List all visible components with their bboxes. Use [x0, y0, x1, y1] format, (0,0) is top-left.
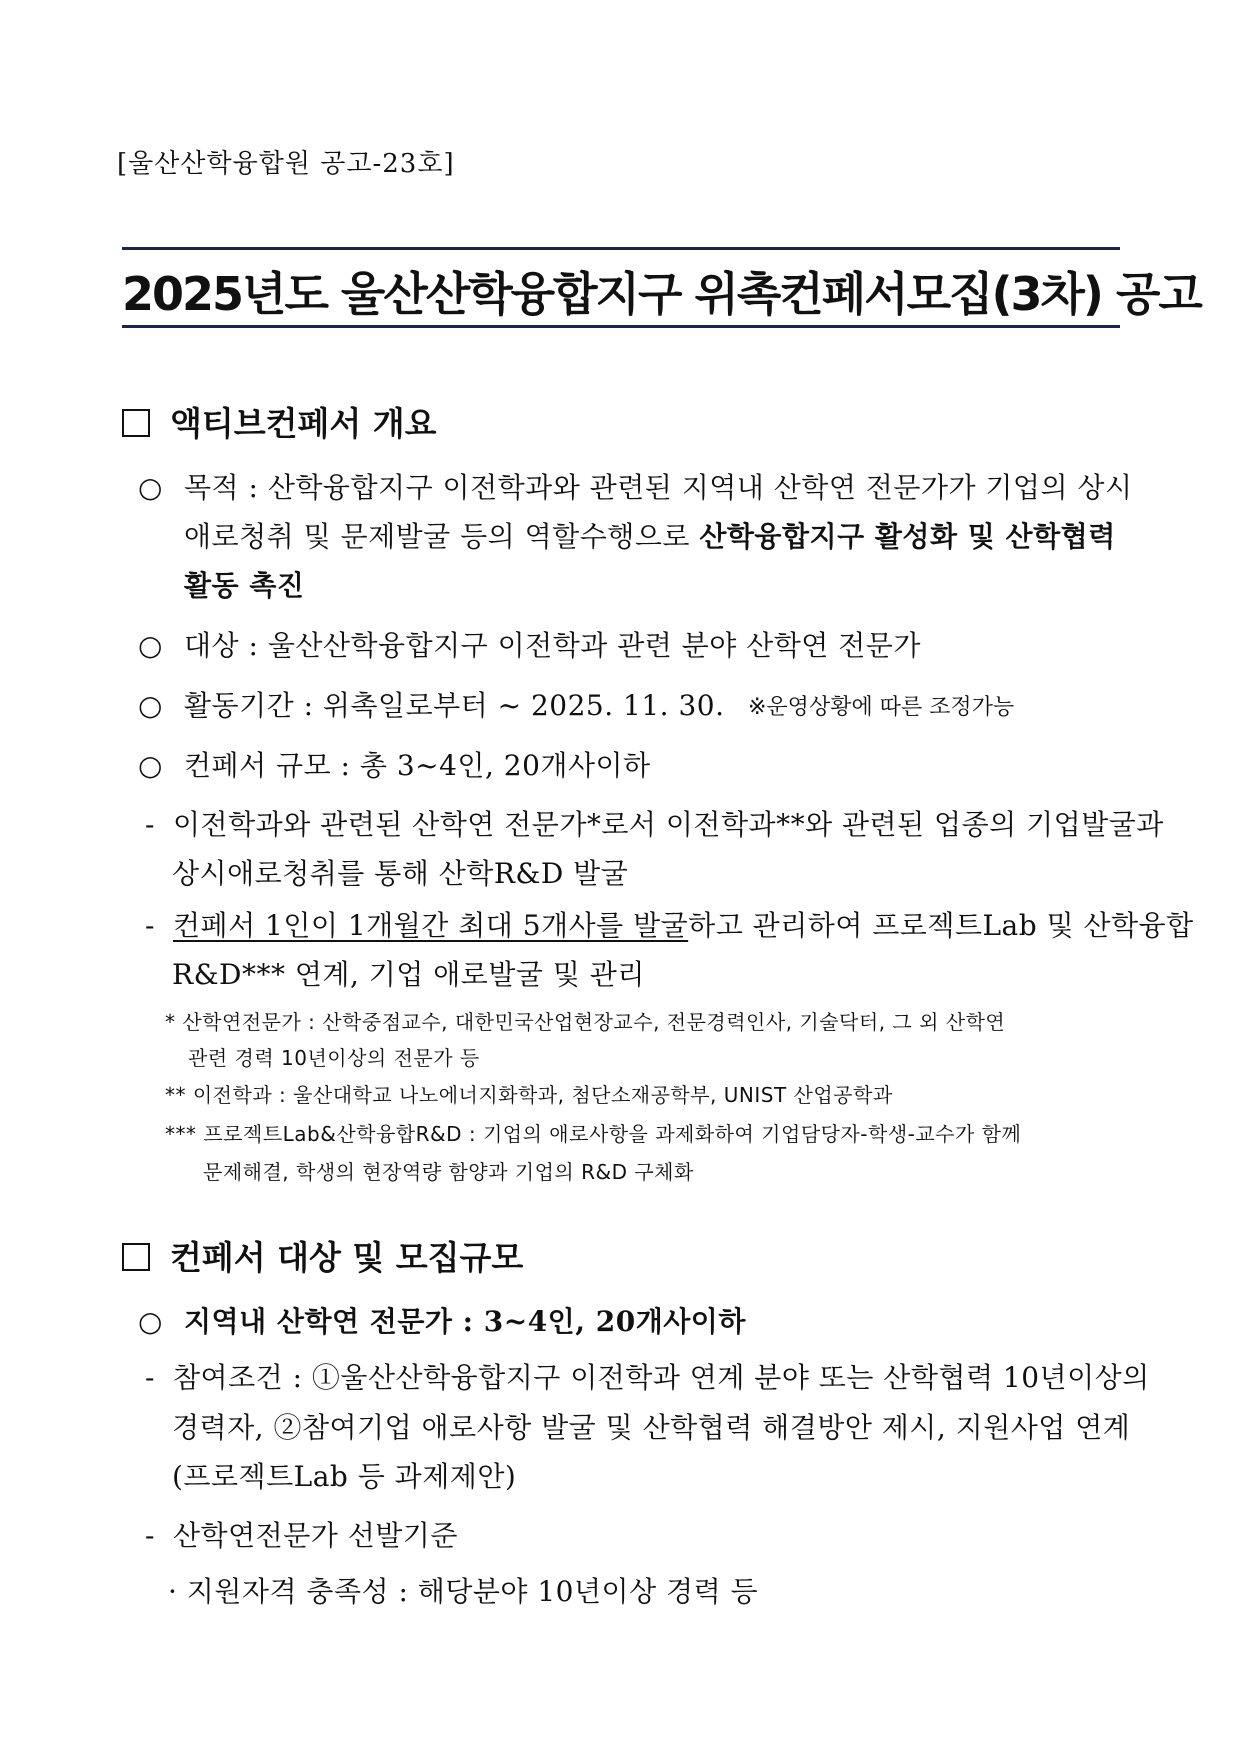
- condition-line-3: (프로젝트Lab 등 과제제안): [172, 1460, 517, 1493]
- section-heading-recruitment: [122, 1232, 523, 1279]
- dash-item-1-line-1: [145, 803, 1164, 843]
- period-note: ※운영상황에 따른 조정가능: [748, 695, 1015, 720]
- purpose-line-2: [184, 515, 1116, 555]
- purpose-line-1: [138, 466, 1133, 506]
- target-line: [138, 624, 921, 664]
- dash-item-2-line-2: R&D*** 연계, 기업 애로발굴 및 관리: [172, 958, 645, 991]
- checkbox-square-icon: [122, 1243, 150, 1271]
- dash-item-2-line-1: [145, 904, 1194, 944]
- footnote-3-line-2: 문제해결, 학생의 현장역량 함양과 기업의 R&D 구체화: [203, 1160, 694, 1184]
- scale-line: [138, 744, 651, 784]
- notice-number: [울산산학융합원 공고-23호]: [117, 149, 455, 179]
- purpose-text-emphasis: 산학융합지구 활성화 및 산학협력: [699, 520, 1116, 553]
- section-heading-text: 액티브컨페서 개요: [170, 404, 437, 443]
- document-title: 2025년도 울산산학융합지구 위촉컨페서모집(3차) 공고: [122, 267, 1201, 321]
- dash-bullet: -: [145, 808, 155, 841]
- dash-item-1-line-2: 상시애로청취를 통해 산학R&D 발굴: [172, 857, 629, 890]
- section-heading-overview: [122, 398, 437, 445]
- dash-bullet: -: [145, 1361, 155, 1394]
- purpose-line-3: 활동 촉진: [184, 569, 305, 602]
- circle-bullet-icon: ○: [138, 1305, 163, 1338]
- period-text: 활동기간 : 위촉일로부터 ~ 2025. 11. 30.: [184, 689, 725, 722]
- condition-line-1: [145, 1356, 1150, 1396]
- condition-text: 참여조건 : ①울산산학융합지구 이전학과 연계 분야 또는 산학협력 10년이상의: [173, 1361, 1150, 1394]
- scale-text: 컨페서 규모 : 총 3~4인, 20개사이하: [184, 749, 651, 782]
- title-bottom-rule: [122, 325, 1120, 328]
- criteria-line: [145, 1514, 458, 1554]
- criteria-item: · 지원자격 충족성 : 해당분야 10년이상 경력 등: [168, 1575, 759, 1608]
- title-top-rule: [122, 247, 1120, 250]
- footnote-1-line-1: * 산학연전문가 : 산학중점교수, 대한민국산업현장교수, 전문경력인사, 기술닥터, 그 외 산학연: [165, 1010, 1006, 1034]
- circle-bullet-icon: ○: [138, 471, 163, 504]
- footnote-2: ** 이전학과 : 울산대학교 나노에너지화학과, 첨단소재공학부, UNIST 산업공학과: [165, 1083, 893, 1107]
- sub-heading-text: 지역내 산학연 전문가 : 3~4인, 20개사이하: [184, 1305, 746, 1338]
- section-heading-text: 컨페서 대상 및 모집규모: [170, 1238, 524, 1277]
- dash-bullet: -: [145, 909, 155, 942]
- dash-item-1-text: 이전학과와 관련된 산학연 전문가*로서 이전학과**와 관련된 업종의 기업발굴과: [173, 808, 1164, 841]
- footnote-3-line-1: *** 프로젝트Lab&산학융합R&D : 기업의 애로사항을 과제화하여 기업담당자-학생-교수가 함께: [165, 1122, 1022, 1146]
- checkbox-square-icon: [122, 409, 150, 437]
- purpose-text: 목적 : 산학융합지구 이전학과와 관련된 지역내 산학연 전문가가 기업의 상시: [184, 471, 1133, 504]
- dash-bullet: -: [145, 1519, 155, 1552]
- circle-bullet-icon: ○: [138, 749, 163, 782]
- dash-item-2-underlined-text: 컨페서 1인이 1개월간 최대 5개사를 발굴: [173, 909, 689, 942]
- period-line: [138, 684, 725, 724]
- target-text: 대상 : 울산산학융합지구 이전학과 관련 분야 산학연 전문가: [184, 629, 921, 662]
- condition-line-2: 경력자, ②참여기업 애로사항 발굴 및 산학협력 해결방안 제시, 지원사업 연계: [172, 1411, 1131, 1444]
- circle-bullet-icon: ○: [138, 689, 163, 722]
- circle-bullet-icon: ○: [138, 629, 163, 662]
- criteria-text: 산학연전문가 선발기준: [173, 1519, 458, 1552]
- purpose-text-cont: 애로청취 및 문제발굴 등의 역할수행으로: [184, 520, 700, 553]
- dash-item-2-text: 하고 관리하여 프로젝트Lab 및 산학융합: [688, 909, 1194, 942]
- footnote-1-line-2: 관련 경력 10년이상의 전문가 등: [188, 1046, 480, 1070]
- sub-heading-line: [138, 1300, 746, 1340]
